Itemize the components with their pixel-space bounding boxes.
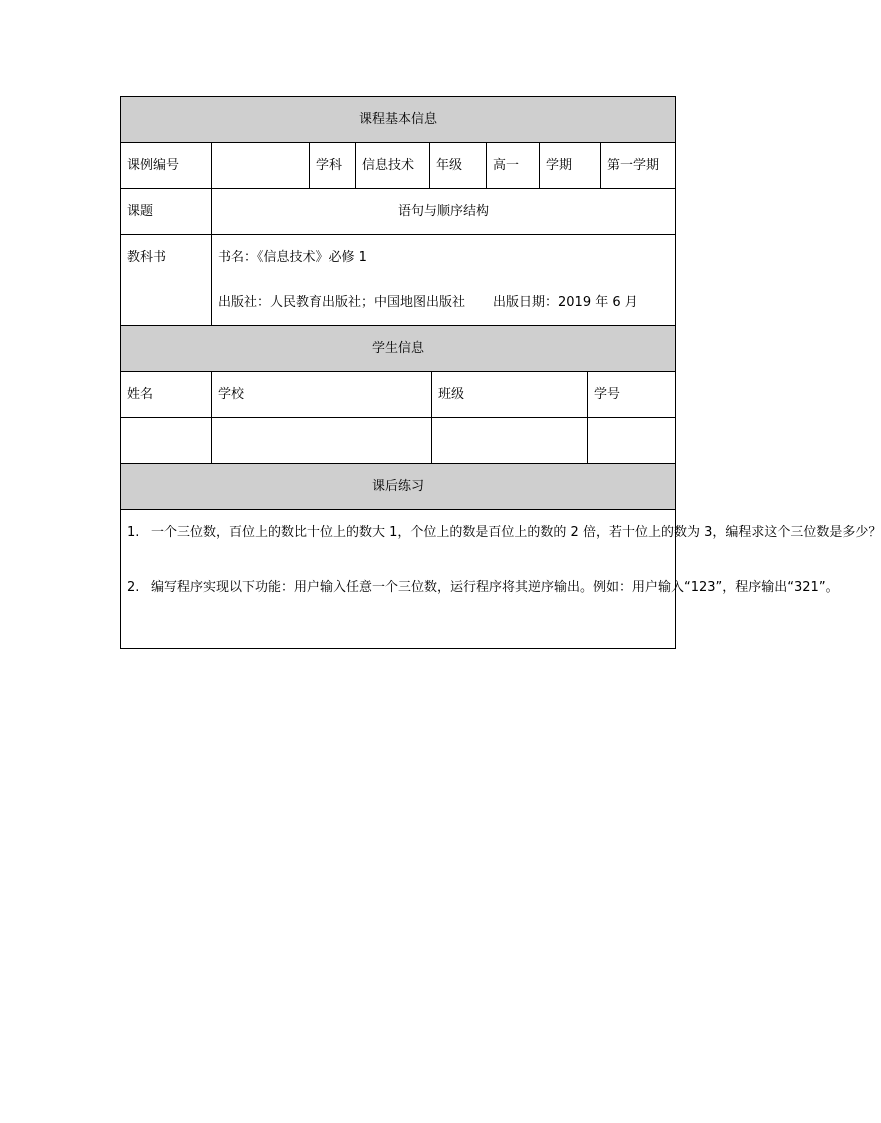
student-class-header: 班级	[432, 372, 588, 418]
exercise-number: 1.	[127, 525, 140, 540]
case-number-value	[212, 143, 310, 189]
exercise-item	[127, 510, 881, 555]
subject-label: 学科	[310, 143, 356, 189]
exercise-text: 编写程序实现以下功能：用户输入任意一个三位数，运行程序将其逆序输出。例如：用户输入“123”，程序输出“321”。	[151, 580, 839, 595]
course-info-header-row	[121, 97, 676, 143]
student-name-field[interactable]	[121, 418, 212, 464]
exercise-text: 一个三位数，百位上的数比十位上的数大 1，个位上的数是百位上的数的 2 倍，若十位上的数为 3，编程求这个三位数是多少？	[151, 525, 881, 540]
student-school-header: 学校	[212, 372, 432, 418]
student-school-field[interactable]	[212, 418, 432, 464]
exercises-section-title: 课后练习	[121, 464, 676, 510]
student-value-row	[121, 418, 676, 464]
student-id-field[interactable]	[588, 418, 676, 464]
course-info-section-title: 课程基本信息	[121, 97, 676, 143]
term-label: 学期	[540, 143, 601, 189]
publisher-text: 出版社：人民教育出版社；中国地图出版社	[218, 295, 466, 310]
course-sheet	[120, 96, 881, 649]
topic-value: 语句与顺序结构	[212, 189, 676, 235]
book-name-line: 书名：《信息技术》必修 1	[218, 250, 367, 265]
grade-label: 年级	[430, 143, 487, 189]
grade-value: 高一	[487, 143, 540, 189]
textbook-details	[212, 235, 676, 326]
textbook-row	[121, 235, 676, 326]
textbook-label: 教科书	[121, 235, 212, 326]
student-class-field[interactable]	[432, 418, 588, 464]
exercises-header-row	[121, 464, 676, 510]
exercise-item	[127, 565, 839, 610]
publisher-line	[218, 280, 669, 325]
student-header-row	[121, 372, 676, 418]
exercise-number: 2.	[127, 580, 140, 595]
subject-value: 信息技术	[356, 143, 430, 189]
publish-date-text: 出版日期：2019 年 6 月	[493, 295, 638, 310]
student-info-table	[120, 325, 881, 649]
student-id-header: 学号	[588, 372, 676, 418]
student-name-header: 姓名	[121, 372, 212, 418]
exercises-row	[121, 510, 676, 649]
case-number-label: 课例编号	[121, 143, 212, 189]
exercises-content	[121, 510, 881, 649]
topic-label: 课题	[121, 189, 212, 235]
student-info-header-row	[121, 326, 676, 372]
course-meta-row	[121, 143, 676, 189]
topic-row	[121, 189, 676, 235]
term-value: 第一学期	[601, 143, 676, 189]
student-info-section-title: 学生信息	[121, 326, 676, 372]
course-info-table	[120, 96, 676, 326]
